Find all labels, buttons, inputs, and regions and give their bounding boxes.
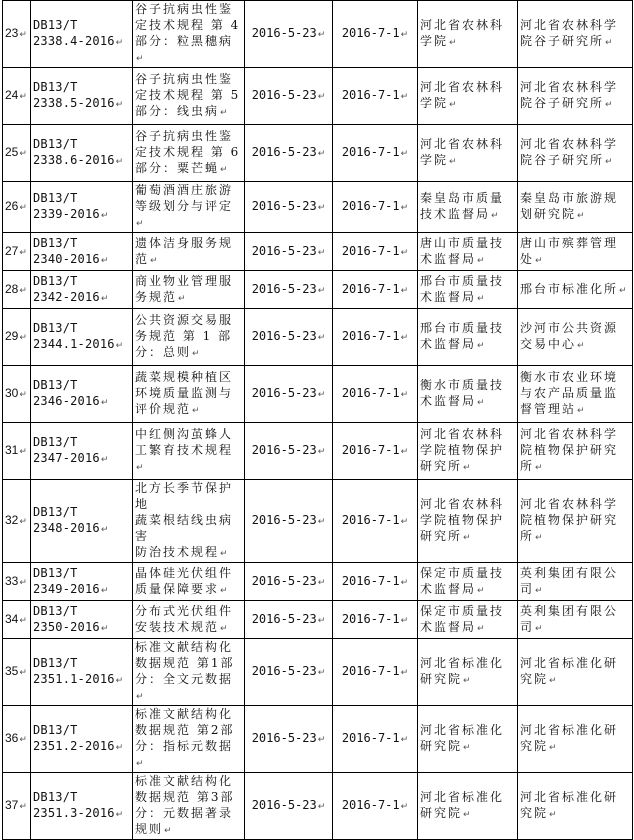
drafting-unit: 河北省农林科学 院植物保护研究 所 ↵ [520, 426, 630, 476]
standard-name-cell [133, 271, 245, 309]
drafting-unit: 邢台市标准化所 ↵ [520, 281, 630, 299]
issue-date: 2016-5-23 ↵ [247, 442, 330, 460]
effective-date: 2016-7-1 ↵ [335, 442, 415, 460]
effective-date: 2016-7-1 ↵ [335, 281, 415, 299]
row-number-cell [3, 271, 31, 309]
standard-code: DB13/T 2338.6-2016 ↵ [33, 136, 130, 170]
table-row [3, 271, 633, 309]
standard-code-cell [31, 125, 133, 182]
standard-code: DB13/T 2351.2-2016 ↵ [33, 722, 130, 756]
standard-name-cell [133, 773, 245, 840]
drafting-unit-cell [518, 706, 633, 773]
standard-name: 谷子抗病虫性鉴 定技术规程 第 4 部分：粒黑穗病 ↵ [135, 1, 242, 67]
effective-date-cell [333, 271, 418, 309]
drafting-unit-cell [518, 423, 633, 480]
standard-code: DB13/T 2340-2016 ↵ [33, 235, 130, 269]
row-number-cell [3, 233, 31, 271]
drafting-unit: 沙河市公共资源 交易中心 ↵ [520, 320, 630, 354]
drafting-unit-cell [518, 309, 633, 366]
standard-code-cell [31, 366, 133, 423]
standard-name-cell [133, 480, 245, 563]
standard-name-cell [133, 125, 245, 182]
proposing-unit: 邢台市质量技 术监督局 ↵ [420, 320, 515, 354]
row-number: 36 ↵ [5, 730, 28, 748]
proposing-unit: 唐山市质量技 术监督局 ↵ [420, 235, 515, 269]
effective-date: 2016-7-1 ↵ [335, 611, 415, 629]
standard-code-cell [31, 423, 133, 480]
proposing-unit: 河北省标准化 研究院 ↵ [420, 722, 515, 756]
standard-code: DB13/T 2346-2016 ↵ [33, 377, 130, 411]
proposing-unit-cell [418, 366, 518, 423]
standard-code: DB13/T 2347-2016 ↵ [33, 434, 130, 468]
effective-date-cell [333, 68, 418, 125]
table-row [3, 773, 633, 840]
row-number-cell [3, 309, 31, 366]
issue-date-cell [245, 706, 333, 773]
table-row [3, 639, 633, 706]
issue-date-cell [245, 423, 333, 480]
effective-date: 2016-7-1 ↵ [335, 512, 415, 530]
row-number-cell [3, 706, 31, 773]
effective-date: 2016-7-1 ↵ [335, 328, 415, 346]
row-number-cell [3, 125, 31, 182]
drafting-unit-cell [518, 563, 633, 601]
drafting-unit: 英利集团有限公 司 ↵ [520, 565, 630, 599]
row-number-cell [3, 182, 31, 233]
proposing-unit: 邢台市质量技 术监督局 ↵ [420, 273, 515, 307]
issue-date-cell [245, 563, 333, 601]
standard-code-cell [31, 309, 133, 366]
issue-date: 2016-5-23 ↵ [247, 144, 330, 162]
standard-code-cell [31, 563, 133, 601]
issue-date: 2016-5-23 ↵ [247, 328, 330, 346]
standard-code: DB13/T 2349-2016 ↵ [33, 565, 130, 599]
drafting-unit-cell [518, 68, 633, 125]
drafting-unit-cell [518, 601, 633, 639]
effective-date: 2016-7-1 ↵ [335, 198, 415, 216]
drafting-unit: 河北省农林科学 院谷子研究所 ↵ [520, 79, 630, 113]
proposing-unit-cell [418, 309, 518, 366]
effective-date-cell [333, 773, 418, 840]
issue-date: 2016-5-23 ↵ [247, 281, 330, 299]
proposing-unit: 河北省农林科 学院植物保护 研究所 ↵ [420, 426, 515, 476]
standard-code-cell [31, 773, 133, 840]
issue-date-cell [245, 773, 333, 840]
issue-date-cell [245, 1, 333, 68]
standard-name: 中红侧沟茧蜂人 工繁育技术规程 ↵ [135, 426, 242, 476]
effective-date-cell [333, 639, 418, 706]
standard-code: DB13/T 2348-2016 ↵ [33, 504, 130, 538]
issue-date: 2016-5-23 ↵ [247, 730, 330, 748]
proposing-unit: 秦皇岛市质量 技术监督局 ↵ [420, 190, 515, 224]
table-row [3, 480, 633, 563]
drafting-unit: 河北省标准化研 究院 ↵ [520, 722, 630, 756]
proposing-unit: 河北省农林科 学院植物保护 研究所 ↵ [420, 496, 515, 546]
table-row [3, 182, 633, 233]
standard-name-cell [133, 309, 245, 366]
row-number: 24 ↵ [5, 87, 28, 105]
drafting-unit-cell [518, 366, 633, 423]
standard-code-cell [31, 480, 133, 563]
standard-code: DB13/T 2338.4-2016 ↵ [33, 17, 130, 51]
table-row [3, 1, 633, 68]
row-number: 26 ↵ [5, 198, 28, 216]
standard-name-cell [133, 233, 245, 271]
row-number: 35 ↵ [5, 663, 28, 681]
standard-code-cell [31, 706, 133, 773]
effective-date: 2016-7-1 ↵ [335, 385, 415, 403]
standard-name-cell [133, 423, 245, 480]
issue-date: 2016-5-23 ↵ [247, 198, 330, 216]
drafting-unit-cell [518, 271, 633, 309]
standard-code-cell [31, 233, 133, 271]
proposing-unit: 河北省标准化 研究院 ↵ [420, 655, 515, 689]
issue-date: 2016-5-23 ↵ [247, 243, 330, 261]
effective-date-cell [333, 233, 418, 271]
table-row [3, 423, 633, 480]
table-row [3, 563, 633, 601]
drafting-unit: 河北省农林科学 院谷子研究所 ↵ [520, 17, 630, 51]
proposing-unit-cell [418, 601, 518, 639]
proposing-unit-cell [418, 423, 518, 480]
issue-date: 2016-5-23 ↵ [247, 512, 330, 530]
standard-name-cell [133, 601, 245, 639]
row-number-cell [3, 563, 31, 601]
row-number: 29 ↵ [5, 328, 28, 346]
issue-date: 2016-5-23 ↵ [247, 663, 330, 681]
proposing-unit-cell [418, 1, 518, 68]
drafting-unit: 英利集团有限公 司 ↵ [520, 603, 630, 637]
row-number: 32 ↵ [5, 512, 28, 530]
proposing-unit-cell [418, 639, 518, 706]
drafting-unit-cell [518, 125, 633, 182]
row-number: 30 ↵ [5, 385, 28, 403]
standard-code: DB13/T 2342-2016 ↵ [33, 273, 130, 307]
table-row [3, 68, 633, 125]
standard-code-cell [31, 1, 133, 68]
drafting-unit: 河北省农林科学 院植物保护研究 所 ↵ [520, 496, 630, 546]
standard-name: 蔬菜规模种植区 环境质量监测与 评价规范 ↵ [135, 369, 242, 419]
standard-code: DB13/T 2350-2016 ↵ [33, 603, 130, 637]
issue-date-cell [245, 68, 333, 125]
row-number-cell [3, 773, 31, 840]
proposing-unit-cell [418, 773, 518, 840]
row-number: 34 ↵ [5, 611, 28, 629]
table-row [3, 309, 633, 366]
drafting-unit-cell [518, 773, 633, 840]
effective-date: 2016-7-1 ↵ [335, 797, 415, 815]
drafting-unit: 秦皇岛市旅游规 划研究院 ↵ [520, 190, 630, 224]
proposing-unit-cell [418, 125, 518, 182]
table-row [3, 366, 633, 423]
issue-date-cell [245, 366, 333, 423]
effective-date-cell [333, 563, 418, 601]
effective-date-cell [333, 125, 418, 182]
issue-date-cell [245, 125, 333, 182]
issue-date-cell [245, 639, 333, 706]
proposing-unit-cell [418, 68, 518, 125]
issue-date-cell [245, 309, 333, 366]
drafting-unit-cell [518, 182, 633, 233]
standard-code: DB13/T 2344.1-2016 ↵ [33, 320, 130, 354]
proposing-unit: 河北省农林科 学院 ↵ [420, 136, 515, 170]
issue-date-cell [245, 480, 333, 563]
standards-table [2, 0, 633, 840]
proposing-unit: 河北省农林科 学院 ↵ [420, 79, 515, 113]
issue-date: 2016-5-23 ↵ [247, 87, 330, 105]
drafting-unit-cell [518, 233, 633, 271]
standard-name: 标准文献结构化 数据规范 第2部 分：指标元数据 ↵ [135, 706, 242, 772]
drafting-unit: 河北省标准化研 究院 ↵ [520, 655, 630, 689]
standard-name-cell [133, 68, 245, 125]
standard-name: 谷子抗病虫性鉴 定技术规程 第 5 部分：线虫病 ↵ [135, 71, 242, 121]
proposing-unit-cell [418, 233, 518, 271]
proposing-unit: 河北省农林科 学院 ↵ [420, 17, 515, 51]
table-row [3, 601, 633, 639]
proposing-unit-cell [418, 182, 518, 233]
standard-name-cell [133, 639, 245, 706]
effective-date-cell [333, 601, 418, 639]
issue-date: 2016-5-23 ↵ [247, 611, 330, 629]
standard-name: 遗体洁身服务规 范 ↵ [135, 235, 242, 269]
issue-date: 2016-5-23 ↵ [247, 573, 330, 591]
standard-code: DB13/T 2351.3-2016 ↵ [33, 789, 130, 823]
drafting-unit: 衡水市农业环境 与农产品质量监 督管理站 ↵ [520, 369, 630, 419]
standard-code-cell [31, 639, 133, 706]
effective-date: 2016-7-1 ↵ [335, 144, 415, 162]
standard-name-cell [133, 182, 245, 233]
standard-code: DB13/T 2338.5-2016 ↵ [33, 79, 130, 113]
effective-date-cell [333, 366, 418, 423]
effective-date-cell [333, 706, 418, 773]
table-row [3, 706, 633, 773]
effective-date: 2016-7-1 ↵ [335, 243, 415, 261]
standard-name-cell [133, 706, 245, 773]
effective-date-cell [333, 182, 418, 233]
standard-name: 标准文献结构化 数据规范 第3部 分：元数据著录 规则 ↵ [135, 773, 242, 839]
row-number: 23 ↵ [5, 25, 28, 43]
row-number-cell [3, 601, 31, 639]
standard-name: 分布式光伏组件 安装技术规范 ↵ [135, 603, 242, 637]
table-body [3, 1, 633, 840]
proposing-unit: 衡水市质量技 术监督局 ↵ [420, 377, 515, 411]
standard-name: 北方长季节保护地 蔬菜根结线虫病害 防治技术规程 ↵ [135, 480, 242, 562]
row-number-cell [3, 480, 31, 563]
row-number-cell [3, 639, 31, 706]
row-number: 31 ↵ [5, 442, 28, 460]
effective-date-cell [333, 423, 418, 480]
standard-name: 标准文献结构化 数据规范 第1部 分：全文元数据 ↵ [135, 639, 242, 705]
standard-code: DB13/T 2351.1-2016 ↵ [33, 655, 130, 689]
row-number-cell [3, 366, 31, 423]
effective-date: 2016-7-1 ↵ [335, 25, 415, 43]
standard-name: 晶体硅光伏组件 质量保障要求 ↵ [135, 565, 242, 599]
effective-date: 2016-7-1 ↵ [335, 87, 415, 105]
table-row [3, 125, 633, 182]
issue-date: 2016-5-23 ↵ [247, 797, 330, 815]
standard-name-cell [133, 1, 245, 68]
proposing-unit-cell [418, 563, 518, 601]
effective-date-cell [333, 480, 418, 563]
proposing-unit-cell [418, 480, 518, 563]
drafting-unit-cell [518, 480, 633, 563]
proposing-unit-cell [418, 706, 518, 773]
issue-date-cell [245, 233, 333, 271]
drafting-unit: 河北省标准化研 究院 ↵ [520, 789, 630, 823]
table-row [3, 233, 633, 271]
effective-date: 2016-7-1 ↵ [335, 663, 415, 681]
row-number-cell [3, 1, 31, 68]
issue-date-cell [245, 601, 333, 639]
drafting-unit-cell [518, 1, 633, 68]
effective-date-cell [333, 309, 418, 366]
row-number: 37 ↵ [5, 797, 28, 815]
standard-name: 葡萄酒酒庄旅游 等级划分与评定 ↵ [135, 182, 242, 232]
standard-name-cell [133, 563, 245, 601]
row-number-cell [3, 423, 31, 480]
standard-name: 公共资源交易服 务规范 第 1 部 分：总则 ↵ [135, 312, 242, 362]
effective-date: 2016-7-1 ↵ [335, 573, 415, 591]
row-number-cell [3, 68, 31, 125]
row-number: 27 ↵ [5, 243, 28, 261]
row-number: 33 ↵ [5, 573, 28, 591]
issue-date: 2016-5-23 ↵ [247, 25, 330, 43]
proposing-unit: 河北省标准化 研究院 ↵ [420, 789, 515, 823]
proposing-unit: 保定市质量技 术监督局 ↵ [420, 603, 515, 637]
standard-name: 商业物业管理服 务规范 ↵ [135, 273, 242, 307]
standard-code-cell [31, 182, 133, 233]
standard-name-cell [133, 366, 245, 423]
issue-date: 2016-5-23 ↵ [247, 385, 330, 403]
standard-code-cell [31, 601, 133, 639]
standard-code-cell [31, 271, 133, 309]
proposing-unit-cell [418, 271, 518, 309]
row-number: 28 ↵ [5, 281, 28, 299]
drafting-unit-cell [518, 639, 633, 706]
standard-code: DB13/T 2339-2016 ↵ [33, 190, 130, 224]
drafting-unit: 唐山市殡葬管理 处 ↵ [520, 235, 630, 269]
standard-code-cell [31, 68, 133, 125]
proposing-unit: 保定市质量技 术监督局 ↵ [420, 565, 515, 599]
effective-date: 2016-7-1 ↵ [335, 730, 415, 748]
standard-name: 谷子抗病虫性鉴 定技术规程 第 6 部分：粟芒蝇 ↵ [135, 128, 242, 178]
issue-date-cell [245, 182, 333, 233]
issue-date-cell [245, 271, 333, 309]
row-number: 25 ↵ [5, 144, 28, 162]
effective-date-cell [333, 1, 418, 68]
drafting-unit: 河北省农林科学 院谷子研究所 ↵ [520, 136, 630, 170]
